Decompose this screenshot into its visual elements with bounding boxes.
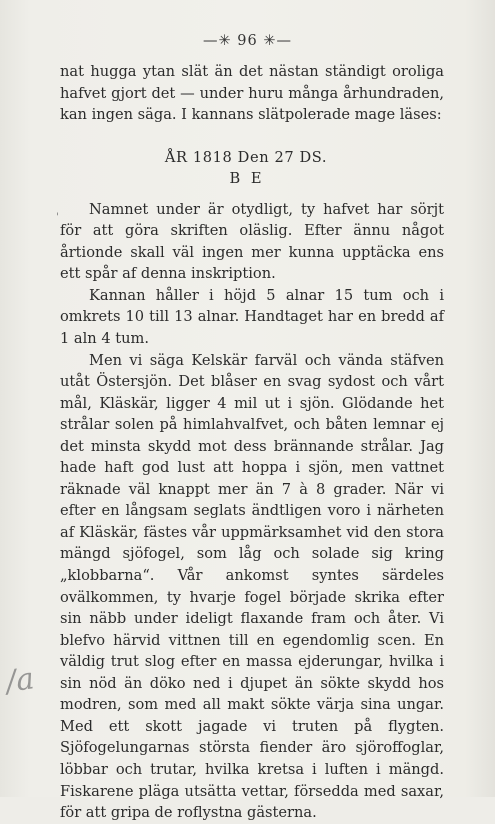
handwritten-margin-note: /a bbox=[3, 661, 37, 700]
page-body bbox=[60, 61, 444, 824]
paragraph-4: Men vi säga Kelskär farväl och vända stäfven utåt Östersjön. Det blåser en svag sydost och vårt mål, Kläskär, ligger 4 mil ut i sjön. Glödande het strålar solen på himlahvalfvet, och båten lemnar ej det minsta skydd mot dess brännande strålar. Jag hade haft god lust att hoppa i sjön, men vattnet räknade väl knappt mer än 7 à 8 grader. När vi efter en långsam seglats ändtligen voro i närheten af Kläskär, fästes vår uppmärksamhet vid den stora mängd sjöfogel, som låg och solade sig kring „klobbarna“. Vår ankomst syntes särdeles ovälkommen, ty hvarje fogel började skrika efter sin näbb under ideligt flaxande fram och åter. Vi blefvo härvid vittnen till en egendomlig scen. En väldig trut slog efter en massa ejderungar, hvilka i sin nöd än döko ned i djupet än sökte skydd hos modren, som med all makt sökte värja sina ungar. Med ett skott jagade vi truten på flygten. Sjöfogelungarnas största fiender äro sjöroffoglar, löbbar och trutar, hvilka kretsa i luften i mängd. Fiskarene pläga utsätta vettar, försedda med saxar, för att gripa de roflystna gästerna. bbox=[60, 351, 444, 822]
inscription-initials: B E bbox=[229, 170, 265, 188]
page-header: —✳ 96 ✳— bbox=[203, 33, 292, 49]
margin-tick-mark: ' bbox=[56, 212, 59, 223]
paragraph-3: Kannan håller i höjd 5 alnar 15 tum och i omkrets 10 till 13 alnar. Handtaget har en bredd af 1 aln 4 tum. bbox=[60, 286, 444, 348]
paragraph-2: Namnet under är otydligt, ty hafvet har sörjt för att göra skriften oläslig. Efter ännu något årtionde skall väl ingen mer kunna upptäcka ens ett spår af denna inskription. bbox=[60, 200, 444, 283]
paragraph-1: nat hugga ytan slät än det nästan ständigt oroliga hafvet gjort det — under huru många århundraden, kan ingen säga. I kannans slätpolerade mage läses: bbox=[60, 63, 444, 124]
inscription-dateline: ÅR 1818 Den 27 DS. bbox=[164, 148, 328, 166]
